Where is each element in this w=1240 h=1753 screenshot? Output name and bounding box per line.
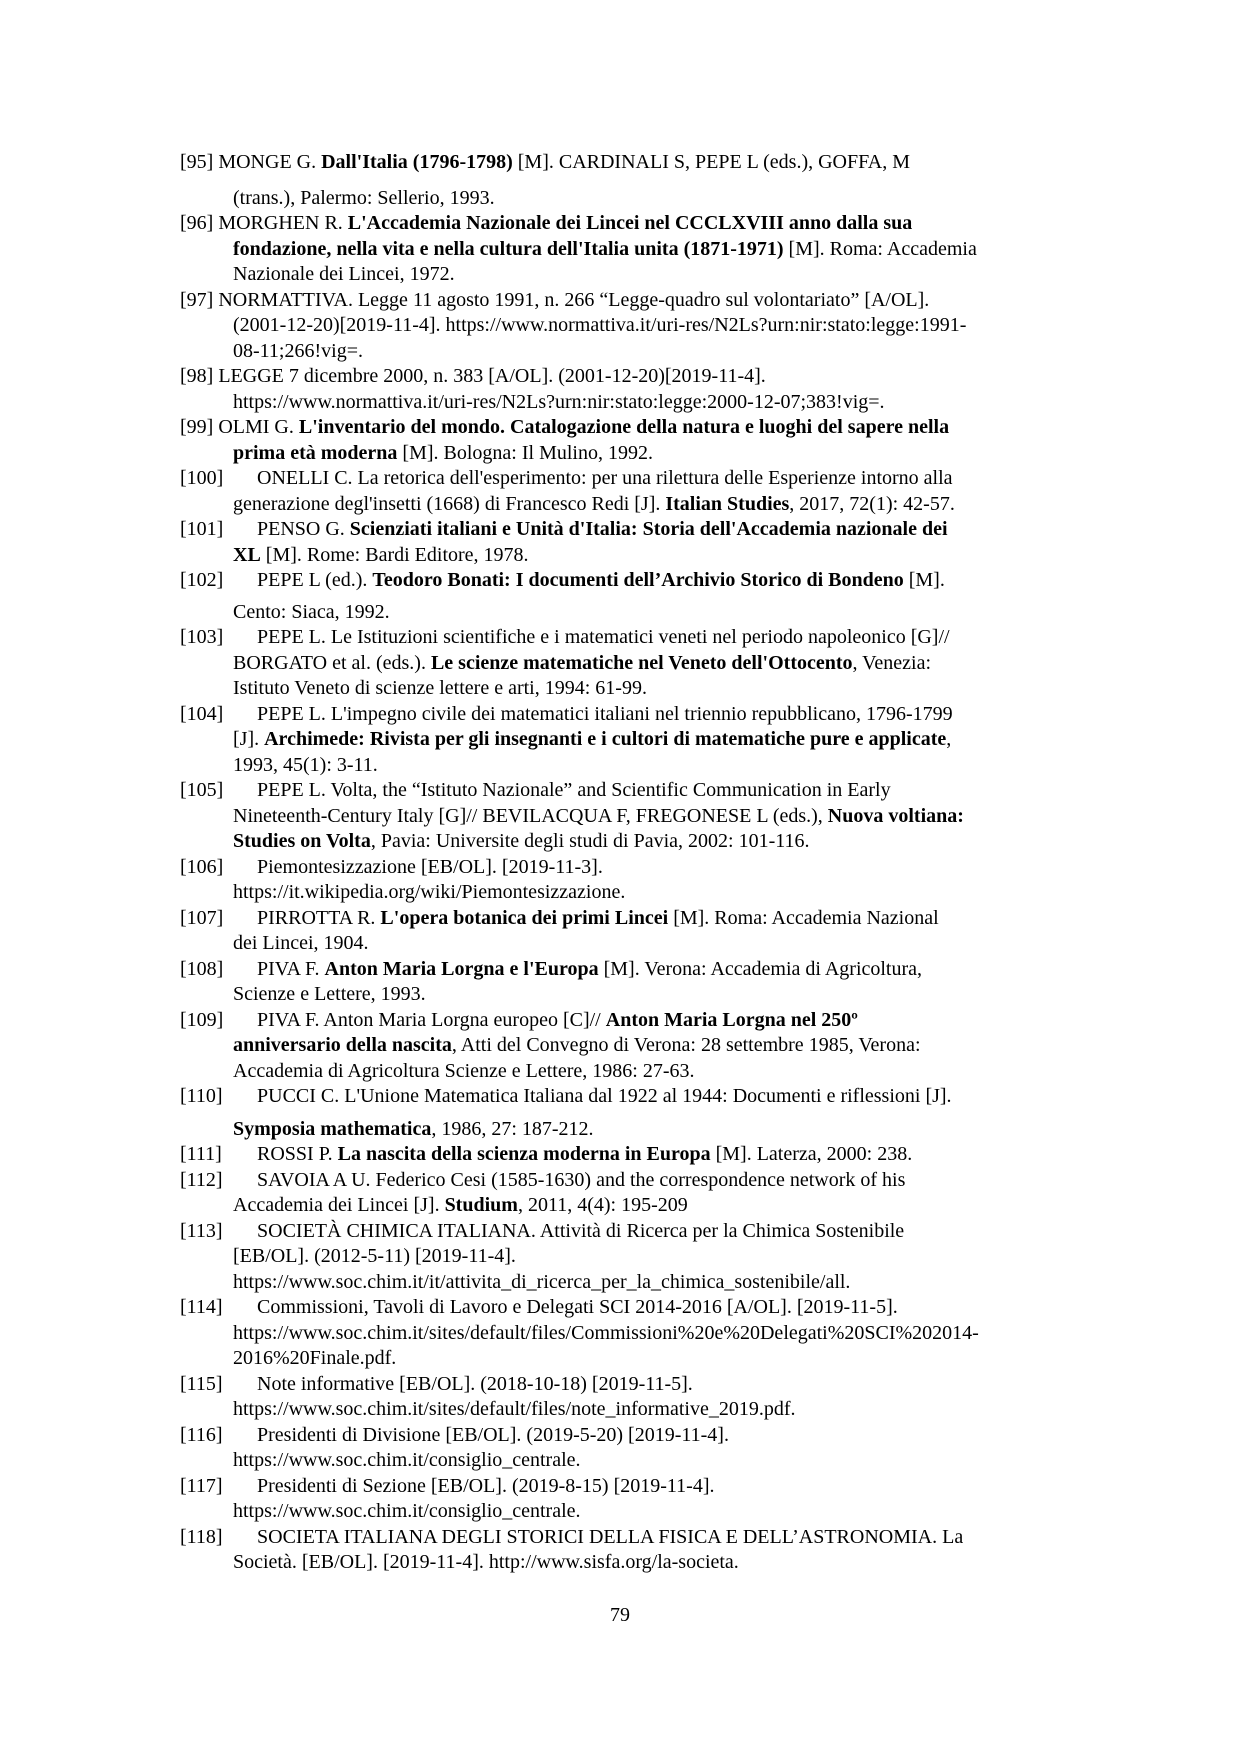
reference-line (180, 753, 1075, 779)
reference-text: PEPE L. L'impegno civile dei matematici italiani nel triennio repubblicano, 1796-1799 (257, 702, 953, 725)
reference-line (180, 288, 1075, 314)
reference-line (180, 651, 1075, 677)
reference-line (180, 727, 1075, 753)
reference-line (180, 466, 1075, 492)
reference-entry (180, 1219, 1075, 1296)
reference-text: 1993, 45(1): 3-11. (233, 753, 378, 776)
reference-text: [M]. Bologna: Il Mulino, 1992. (397, 441, 653, 464)
reference-text: Note informative [EB/OL]. (2018-10-18) [2019-11-5]. (257, 1372, 693, 1395)
reference-text: [EB/OL]. (2012-5-11) [2019-11-4]. (233, 1245, 516, 1267)
reference-title-bold: L'inventario del mondo. Catalogazione della natura e luoghi del sapere nella (298, 416, 950, 438)
reference-line (180, 906, 1075, 932)
reference-title-bold: Studies on Volta (233, 830, 371, 852)
reference-title-bold: Studium (444, 1194, 518, 1216)
reference-text: , Pavia: Universite degli studi di Pavia, 2002: 101-116. (370, 830, 810, 852)
reference-text: [M]. CARDINALI S, PEPE L (eds.), GOFFA, M (512, 151, 910, 173)
reference-text: PENSO G. (257, 518, 350, 540)
reference-title-bold: Dall'Italia (1796-1798) (321, 151, 513, 173)
reference-text: [M]. Laterza, 2000: 238. (710, 1143, 913, 1165)
reference-line (180, 1219, 1075, 1245)
reference-text: https://www.soc.chim.it/it/attivita_di_ricerca_per_la_chimica_sostenibile/all. (233, 1270, 851, 1293)
page-number: 79 (610, 1604, 630, 1626)
reference-line (180, 517, 1075, 543)
reference-number: [104] (180, 702, 224, 725)
reference-line (180, 1474, 1075, 1500)
reference-text: Presidenti di Divisione [EB/OL]. (2019-5-20) [2019-11-4]. (257, 1423, 729, 1446)
reference-line (180, 415, 1075, 441)
bibliography-list (180, 150, 1075, 1576)
reference-line (180, 880, 1075, 906)
reference-text: ONELLI C. La retorica dell'esperimento: per una rilettura delle Esperienze intorno alla (257, 467, 953, 489)
reference-title-bold: Teodoro Bonati: I documenti dell’Archivio Storico di Bondeno (372, 569, 904, 591)
reference-number: [112] (180, 1168, 223, 1191)
reference-entry (180, 1525, 1075, 1576)
reference-line (180, 1142, 1075, 1168)
reference-entry (180, 364, 1075, 415)
reference-line (180, 676, 1075, 702)
reference-text: SAVOIA A U. Federico Cesi (1585-1630) and the correspondence network of his (257, 1168, 906, 1191)
reference-text: https://www.soc.chim.it/sites/default/files/Commissioni%20e%20Delegati%20SCI%202014- (233, 1321, 979, 1344)
reference-text: PEPE L. Volta, the “Istituto Nazionale” and Scientific Communication in Early (257, 779, 891, 801)
reference-number: [111] (180, 1143, 222, 1165)
reference-entry (180, 1423, 1075, 1474)
reference-text: 2016%20Finale.pdf. (233, 1347, 397, 1369)
reference-title-bold: Anton Maria Lorgna nel 250º (605, 1008, 858, 1031)
reference-line (180, 211, 1075, 237)
reference-text: generazione degl'insetti (1668) di Francesco Redi [J]. (233, 492, 666, 515)
reference-title-bold: Italian Studies (665, 492, 790, 515)
reference-line (180, 1270, 1075, 1296)
reference-text: (trans.), Palermo: Sellerio, 1993. (233, 186, 495, 209)
reference-entry (180, 855, 1075, 906)
reference-line (180, 1397, 1075, 1423)
reference-title-bold: Symposia mathematica (233, 1117, 432, 1140)
reference-line (180, 855, 1075, 881)
reference-line (180, 441, 1075, 467)
reference-text: [M]. Rome: Bardi Editore, 1978. (260, 543, 529, 566)
reference-line (180, 702, 1075, 728)
reference-text: https://it.wikipedia.org/wiki/Piemontesizzazione. (233, 881, 626, 903)
reference-line (180, 262, 1075, 288)
reference-line (180, 1295, 1075, 1321)
reference-number: [110] (180, 1085, 223, 1107)
reference-line (180, 1117, 1075, 1143)
reference-title-bold: Nuova voltiana: (827, 804, 964, 827)
reference-number: [95] (180, 151, 219, 173)
reference-entry (180, 288, 1075, 365)
reference-text: https://www.soc.chim.it/consiglio_centrale. (233, 1500, 581, 1522)
reference-number: [108] (180, 957, 224, 980)
reference-text: [J]. (233, 728, 265, 750)
reference-text: 08-11;266!vig=. (233, 339, 363, 362)
reference-entry (180, 957, 1075, 1008)
reference-number: [117] (180, 1474, 223, 1497)
reference-text: SOCIETÀ CHIMICA ITALIANA. Attività di Ricerca per la Chimica Sostenibile (257, 1219, 905, 1242)
reference-number: [114] (180, 1296, 223, 1318)
reference-number: [105] (180, 779, 224, 801)
reference-text: PUCCI C. L'Unione Matematica Italiana dal 1922 al 1944: Documenti e riflessioni [J]. (257, 1085, 952, 1107)
reference-line (180, 778, 1075, 804)
reference-entry (180, 1295, 1075, 1372)
reference-text: PIVA F. (257, 957, 325, 980)
reference-text: Piemontesizzazione [EB/OL]. [2019-11-3]. (257, 855, 603, 878)
reference-text: Società. [EB/OL]. [2019-11-4]. http://www.sisfa.org/la-societa. (233, 1551, 739, 1573)
reference-line (180, 1448, 1075, 1474)
reference-title-bold: L'opera botanica dei primi Lincei (380, 906, 669, 929)
reference-number: [116] (180, 1423, 223, 1446)
reference-entry (180, 778, 1075, 855)
reference-line (180, 1008, 1075, 1034)
reference-line (180, 982, 1075, 1008)
reference-title-bold: prima età moderna (233, 441, 398, 464)
reference-line (180, 1059, 1075, 1085)
reference-line (180, 625, 1075, 651)
reference-text: PIVA F. Anton Maria Lorgna europeo [C]// (257, 1008, 606, 1031)
reference-line (180, 1168, 1075, 1194)
reference-text: https://www.soc.chim.it/sites/default/files/note_informative_2019.pdf. (233, 1398, 796, 1420)
reference-line (180, 1525, 1075, 1551)
reference-text: https://www.normattiva.it/uri-res/N2Ls?urn:nir:stato:legge:2000-12-07;383!vig=. (233, 390, 885, 413)
reference-line (180, 1346, 1075, 1372)
reference-title-bold: Le scienze matematiche nel Veneto dell'Ottocento (430, 651, 853, 674)
reference-entry (180, 1372, 1075, 1423)
reference-text: ROSSI P. (257, 1143, 338, 1165)
reference-number: [115] (180, 1372, 223, 1395)
reference-entry (180, 150, 1075, 211)
reference-entry (180, 906, 1075, 957)
reference-line (180, 804, 1075, 830)
reference-text: BORGATO et al. (eds.). (233, 651, 431, 674)
reference-text: Cento: Siaca, 1992. (233, 600, 390, 623)
reference-line (180, 1372, 1075, 1398)
reference-entry (180, 1168, 1075, 1219)
reference-text: MONGE G. (218, 151, 322, 173)
reference-title-bold: L'Accademia Nazionale dei Lincei nel CCCLXVIII anno dalla sua (347, 212, 913, 234)
reference-text: [M]. Roma: Accademia Nazional (668, 906, 939, 929)
reference-line (180, 364, 1075, 390)
reference-entry (180, 466, 1075, 517)
reference-line (180, 931, 1075, 957)
reference-title-bold: fondazione, nella vita e nella cultura dell'Italia unita (1871-1971) (233, 237, 784, 260)
reference-line (180, 957, 1075, 983)
reference-entry (180, 517, 1075, 568)
reference-line (180, 313, 1075, 339)
reference-line (180, 568, 1075, 594)
reference-text: , 2011, 4(4): 195-209 (517, 1194, 688, 1216)
reference-entry (180, 568, 1075, 625)
reference-number: [118] (180, 1525, 223, 1548)
reference-text: [M]. Verona: Accademia di Agricoltura, (598, 957, 923, 980)
reference-text: [M]. Roma: Accademia (783, 237, 977, 260)
reference-text: , (946, 728, 952, 750)
reference-line (180, 237, 1075, 263)
reference-number: [96] (180, 212, 219, 234)
reference-text: , Atti del Convegno di Verona: 28 settembre 1985, Verona: (451, 1034, 921, 1056)
reference-text: Accademia di Agricoltura Scienze e Lettere, 1986: 27-63. (233, 1059, 695, 1082)
reference-number: [113] (180, 1219, 223, 1242)
reference-number: [102] (180, 569, 224, 591)
reference-entry (180, 1084, 1075, 1142)
reference-line (180, 829, 1075, 855)
reference-text: Presidenti di Sezione [EB/OL]. (2019-8-15) [2019-11-4]. (257, 1474, 715, 1497)
reference-text: NORMATTIVA. Legge 11 agosto 1991, n. 266 “Legge-quadro sul volontariato” [A/OL]. (218, 288, 930, 311)
reference-number: [99] (180, 416, 219, 438)
reference-line (180, 339, 1075, 365)
reference-text: Scienze e Lettere, 1993. (233, 983, 426, 1005)
reference-text: PEPE L (ed.). (257, 569, 373, 591)
reference-line (180, 390, 1075, 416)
reference-text: Commissioni, Tavoli di Lavoro e Delegati SCI 2014-2016 [A/OL]. [2019-11-5]. (257, 1296, 898, 1318)
reference-line (180, 1499, 1075, 1525)
reference-number: [106] (180, 855, 224, 878)
reference-number: [101] (180, 518, 224, 540)
reference-text: PEPE L. Le Istituzioni scientifiche e i matematici veneti nel periodo napoleonico [G]// (257, 626, 950, 648)
reference-text: [M]. (903, 569, 945, 591)
reference-line (180, 1193, 1075, 1219)
reference-entry (180, 1474, 1075, 1525)
reference-text: OLMI G. (218, 416, 299, 438)
reference-entry (180, 211, 1075, 288)
reference-number: [97] (180, 288, 219, 311)
reference-text: , 2017, 72(1): 42-57. (789, 492, 955, 515)
reference-number: [109] (180, 1008, 224, 1031)
reference-text: MORGHEN R. (218, 212, 348, 234)
reference-line (180, 492, 1075, 518)
reference-line (180, 1321, 1075, 1347)
reference-line (180, 543, 1075, 569)
reference-number: [100] (180, 467, 224, 489)
reference-entry (180, 415, 1075, 466)
reference-number: [107] (180, 906, 224, 929)
reference-text: dei Lincei, 1904. (233, 932, 369, 954)
reference-line (180, 1550, 1075, 1576)
reference-line (180, 1423, 1075, 1449)
reference-title-bold: anniversario della nascita (233, 1034, 452, 1056)
reference-text: Istituto Veneto di scienze lettere e arti, 1994: 61-99. (233, 677, 647, 699)
reference-title-bold: Scienziati italiani e Unità d'Italia: Storia dell'Accademia nazionale dei (349, 518, 948, 540)
reference-title-bold: La nascita della scienza moderna in Europa (337, 1143, 711, 1165)
reference-line (180, 186, 1075, 212)
reference-line (180, 1244, 1075, 1270)
reference-line (180, 150, 1075, 176)
reference-entry (180, 625, 1075, 702)
reference-line (180, 600, 1075, 626)
reference-text: (2001-12-20)[2019-11-4]. https://www.normattiva.it/uri-res/N2Ls?urn:nir:stato:legge:1991- (233, 314, 967, 336)
reference-text: SOCIETA ITALIANA DEGLI STORICI DELLA FISICA E DELL’ASTRONOMIA. La (257, 1525, 964, 1548)
reference-text: Nazionale dei Lincei, 1972. (233, 263, 455, 285)
reference-title-bold: XL (233, 543, 261, 566)
reference-line (180, 1084, 1075, 1110)
reference-entry (180, 1008, 1075, 1085)
reference-text: Accademia dei Lincei [J]. (233, 1194, 445, 1216)
reference-number: [103] (180, 626, 224, 648)
reference-text: PIRROTTA R. (257, 906, 381, 929)
reference-text: LEGGE 7 dicembre 2000, n. 383 [A/OL]. (2001-12-20)[2019-11-4]. (218, 365, 766, 387)
reference-text: , Venezia: (852, 651, 932, 674)
reference-number: [98] (180, 365, 219, 387)
reference-text: , 1986, 27: 187-212. (431, 1117, 594, 1140)
reference-title-bold: Anton Maria Lorgna e l'Europa (324, 957, 599, 980)
reference-line (180, 1033, 1075, 1059)
reference-entry (180, 702, 1075, 779)
reference-entry (180, 1142, 1075, 1168)
reference-text: Nineteenth-Century Italy [G]// BEVILACQUA F, FREGONESE L (eds.), (233, 804, 828, 827)
reference-title-bold: Archimede: Rivista per gli insegnanti e i cultori di matematiche pure e applicate (264, 728, 947, 750)
reference-text: https://www.soc.chim.it/consiglio_centrale. (233, 1449, 581, 1471)
